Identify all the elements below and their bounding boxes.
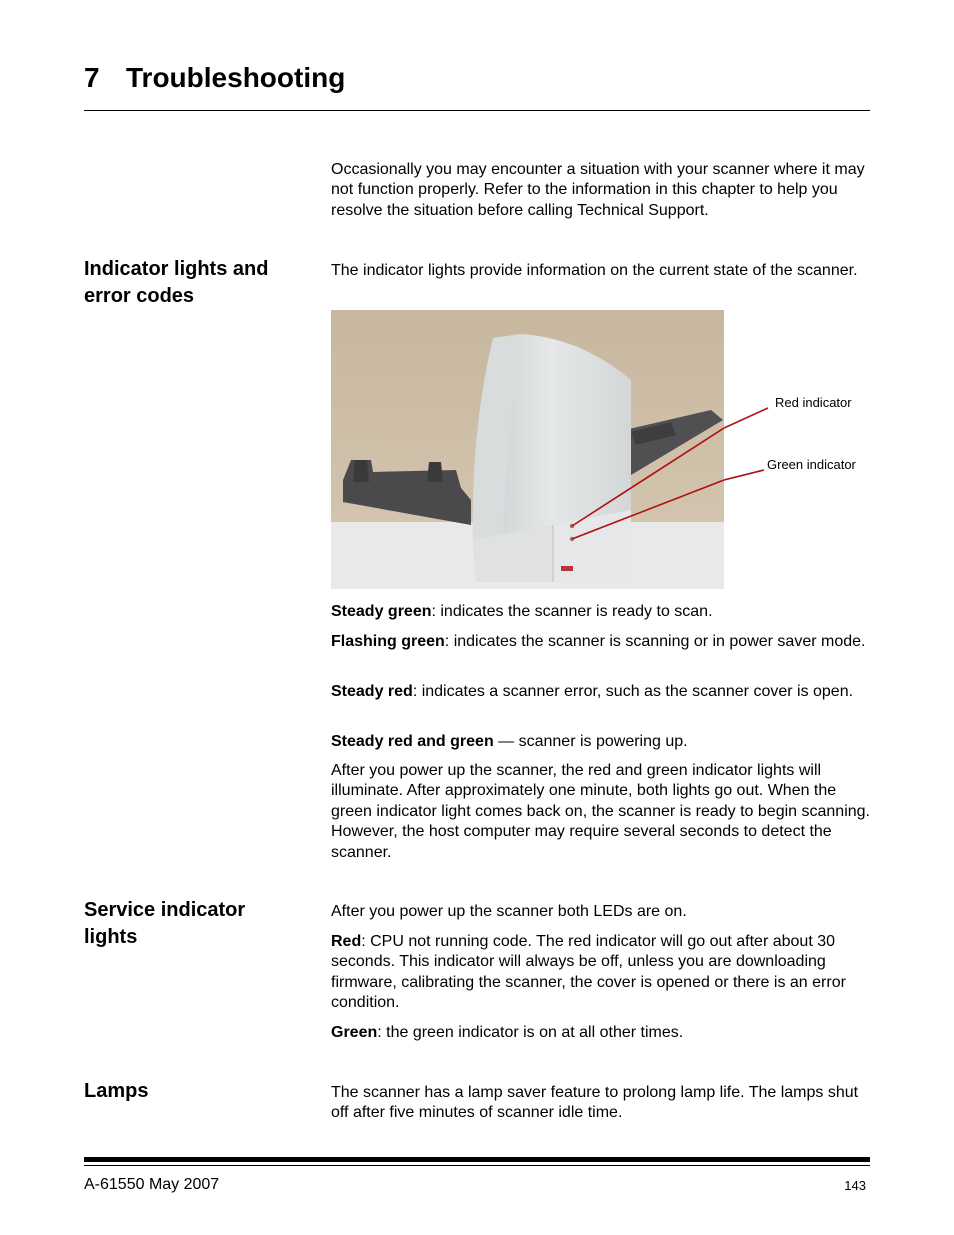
chapter-number: 7 [84, 62, 100, 93]
indicator-term: Steady red [331, 683, 413, 700]
green-indicator-label: Green indicator [767, 457, 856, 472]
footer-rule-thick [84, 1157, 870, 1162]
intro-paragraph: Occasionally you may encounter a situation with your scanner where it may not function properly. Refer to the information in this chapter to help you resolve the situation before calling Technical Support. [331, 161, 865, 219]
service-term: Green [331, 1024, 378, 1041]
service-term: Red [331, 933, 362, 950]
section-heading-indicator-lights: Indicator lights and error codes [84, 258, 269, 307]
indicator-item [331, 602, 871, 622]
section-heading-lamps: Lamps [84, 1080, 149, 1102]
lamps-paragraph: The scanner has a lamp saver feature to prolong lamp life. The lamps shut off after five minutes of scanner idle time. [331, 1084, 859, 1122]
service-item [331, 1023, 871, 1043]
page-number: 143 [844, 1178, 866, 1193]
indicator-desc: : indicates a scanner error, such as the scanner cover is open. [412, 683, 854, 700]
indicator-term: Flashing green [331, 633, 445, 650]
service-lead-paragraph: After you power up the scanner both LEDs are on. [331, 903, 687, 920]
footer-rule-thin [84, 1165, 870, 1166]
indicator-term: Steady red and green [331, 733, 494, 750]
indicator-desc: : indicates the scanner is ready to scan. [431, 603, 713, 620]
chapter-title [84, 62, 345, 94]
service-item [331, 932, 871, 1014]
red-indicator-label: Red indicator [775, 395, 852, 410]
indicator-after-paragraph: After you power up the scanner, the red and green indicator lights will illuminate. After approximately one minute, both lights go out. When the green indicator light comes back on, the scanner is ready to begin scanning. However, the host computer may require several seconds to detect the scanner. [331, 762, 870, 861]
indicator-desc: — scanner is powering up. [493, 733, 688, 750]
indicator-lead-paragraph: The indicator lights provide information on the current state of the scanner. [331, 262, 858, 279]
chapter-divider [84, 110, 870, 111]
scanner-photo [331, 310, 724, 589]
chapter-title-text: Troubleshooting [126, 62, 346, 93]
indicator-item [331, 632, 871, 652]
section-heading-service-indicator-lights: Service indicator lights [84, 899, 246, 948]
service-desc: : the green indicator is on at all other times. [377, 1024, 684, 1041]
indicator-item [331, 682, 871, 702]
service-desc: : CPU not running code. The red indicator will go out after about 30 seconds. This indicator will always be off, unless you are downloading firmware, calibrating the scanner, the cover is opened or there is an error condition. [331, 933, 846, 1012]
footer-doc-id: A-61550 May 2007 [84, 1176, 220, 1193]
indicator-desc: : indicates the scanner is scanning or in power saver mode. [444, 633, 866, 650]
indicator-term: Steady green [331, 603, 432, 620]
indicator-item [331, 732, 871, 752]
